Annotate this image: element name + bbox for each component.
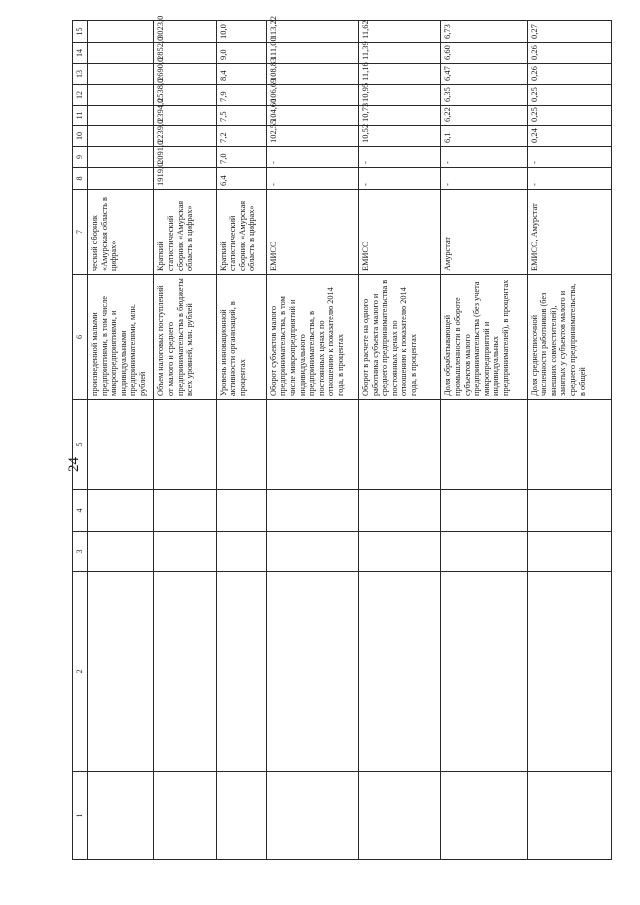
value-cell: 3023,0 [154,21,216,43]
empty-cell [441,572,527,772]
value-cell: 2538,0 [154,85,216,106]
header-row [73,21,88,860]
value-cell: 10,73 [359,106,441,126]
value-cell: 11,62 [359,21,441,43]
value-cell [88,168,154,190]
col-header: 3 [73,532,88,572]
col-header: 12 [73,85,88,106]
value-cell: - [441,168,527,190]
value-cell: 0,26 [527,43,611,64]
empty-cell [359,772,441,860]
col-header: 9 [73,147,88,168]
table-row [216,21,266,860]
value-cell: - [527,147,611,168]
value-cell: 106,69 [266,85,358,106]
source-cell: ЕМИСС, Амурстат [527,190,611,275]
source-cell: Амурстат [441,190,527,275]
empty-cell [154,572,216,772]
value-cell: 0,25 [527,106,611,126]
empty-cell [527,772,611,860]
col-header: 6 [73,275,88,400]
empty-cell [88,400,154,490]
empty-cell [527,532,611,572]
empty-cell [88,490,154,532]
empty-cell [441,532,527,572]
value-cell [88,85,154,106]
value-cell: 2852,0 [154,43,216,64]
value-cell: 6,60 [441,43,527,64]
value-cell: 10,0 [216,21,266,43]
page-number: 24 [66,457,82,472]
empty-cell [88,532,154,572]
value-cell: 6,22 [441,106,527,126]
empty-cell [359,572,441,772]
col-header: 4 [73,490,88,532]
value-cell: 6,73 [441,21,527,43]
empty-cell [154,772,216,860]
empty-cell [527,490,611,532]
col-header: 1 [73,772,88,860]
empty-cell [216,490,266,532]
empty-cell [88,772,154,860]
empty-cell [266,400,358,490]
value-cell: 6,1 [441,126,527,147]
value-cell: 111,00 [266,43,358,64]
value-cell: 0,25 [527,85,611,106]
empty-cell [154,532,216,572]
empty-cell [441,490,527,532]
indicator-cell: Уровень инновационной активности организаций, в процентах [216,275,266,400]
value-cell [88,147,154,168]
value-cell: - [359,147,441,168]
col-header: 7 [73,190,88,275]
empty-cell [266,572,358,772]
value-cell: 10,95 [359,85,441,106]
value-cell: 0,27 [527,21,611,43]
value-cell: 6,4 [216,168,266,190]
empty-cell [266,772,358,860]
value-cell: 11,16 [359,64,441,85]
value-cell: 2690,0 [154,64,216,85]
col-header: 2 [73,572,88,772]
col-header: 13 [73,64,88,85]
value-cell: 108,83 [266,64,358,85]
empty-cell [266,490,358,532]
value-cell [88,21,154,43]
source-cell: ЕМИСС [359,190,441,275]
col-header: 10 [73,126,88,147]
value-cell: - [359,168,441,190]
value-cell: - [266,147,358,168]
empty-cell [266,532,358,572]
value-cell: 104,60 [266,106,358,126]
empty-cell [527,572,611,772]
table-row [88,21,154,860]
empty-cell [359,532,441,572]
indicator-cell: Объем налоговых поступлений от малого и среднего предпринимательства в бюджеты всех уровней, млн. рублей [154,275,216,400]
value-cell: 102,55 [266,126,358,147]
value-cell: 7,5 [216,106,266,126]
empty-cell [154,490,216,532]
indicator-cell: Доля обрабатывающей промышленности в обороте субъектов малого предпринимательства (без учета микропредприятий и индивидуальных предпринимателей), в процентах [441,275,527,400]
indicator-cell: Оборот в расчете на одного работника субъекта малого и среднего предпринимательства в постоянных ценах по отношению к показателю 2014 года, в процентах [359,275,441,400]
value-cell: 10,52 [359,126,441,147]
table-row [266,21,358,860]
indicators-table [72,15,612,860]
value-cell: 0,26 [527,64,611,85]
value-cell [88,126,154,147]
col-header: 5 [73,400,88,490]
value-cell: - [441,147,527,168]
value-cell [88,64,154,85]
value-cell: 113,22 [266,21,358,43]
value-cell: 11,39 [359,43,441,64]
empty-cell [216,772,266,860]
empty-cell [216,532,266,572]
empty-cell [216,400,266,490]
source-cell: Краткий статистический сборник «Амурская область в цифрах» [216,190,266,275]
table-row [154,21,216,860]
empty-cell [527,400,611,490]
col-header: 8 [73,168,88,190]
value-cell: 7,2 [216,126,266,147]
source-cell: ческий сборник «Амурская область в цифрах» [88,190,154,275]
empty-cell [359,490,441,532]
value-cell: 6,35 [441,85,527,106]
value-cell: 2394,0 [154,106,216,126]
value-cell: 7,9 [216,85,266,106]
value-cell: 7,0 [216,147,266,168]
indicator-cell: Оборот субъектов малого предпринимательства, в том числе микропредприятий и индивидуального предпринимательства, в постоянных ценах по отношению к показателю 2014 года, в процентах [266,275,358,400]
value-cell: 8,4 [216,64,266,85]
empty-cell [441,772,527,860]
value-cell: 2239,0 [154,126,216,147]
value-cell [88,43,154,64]
value-cell [88,106,154,126]
indicator-cell: произведенной малыми предприятиями, в том числе микропредприятиями, и индивидуальными предпринимателями, млн. рублей [88,275,154,400]
empty-cell [154,400,216,490]
table-row [527,21,611,860]
col-header: 15 [73,21,88,43]
value-cell: - [527,168,611,190]
empty-cell [88,572,154,772]
indicator-cell: Доля среднесписочной численности работников (без внешних совместителей), занятых у субъектов малого и среднего предпринимательства, в общей [527,275,611,400]
table-row [359,21,441,860]
value-cell: 2091,0 [154,147,216,168]
col-header: 11 [73,106,88,126]
value-cell: 1919,0 [154,168,216,190]
value-cell: 6,47 [441,64,527,85]
col-header: 14 [73,43,88,64]
table-row [441,21,527,860]
value-cell: - [266,168,358,190]
source-cell: Краткий статистический сборник «Амурская область в цифрах» [154,190,216,275]
source-cell: ЕМИСС [266,190,358,275]
empty-cell [441,400,527,490]
value-cell: 9,0 [216,43,266,64]
value-cell: 0,24 [527,126,611,147]
rotated-table-wrapper [72,15,612,860]
empty-cell [359,400,441,490]
empty-cell [216,572,266,772]
